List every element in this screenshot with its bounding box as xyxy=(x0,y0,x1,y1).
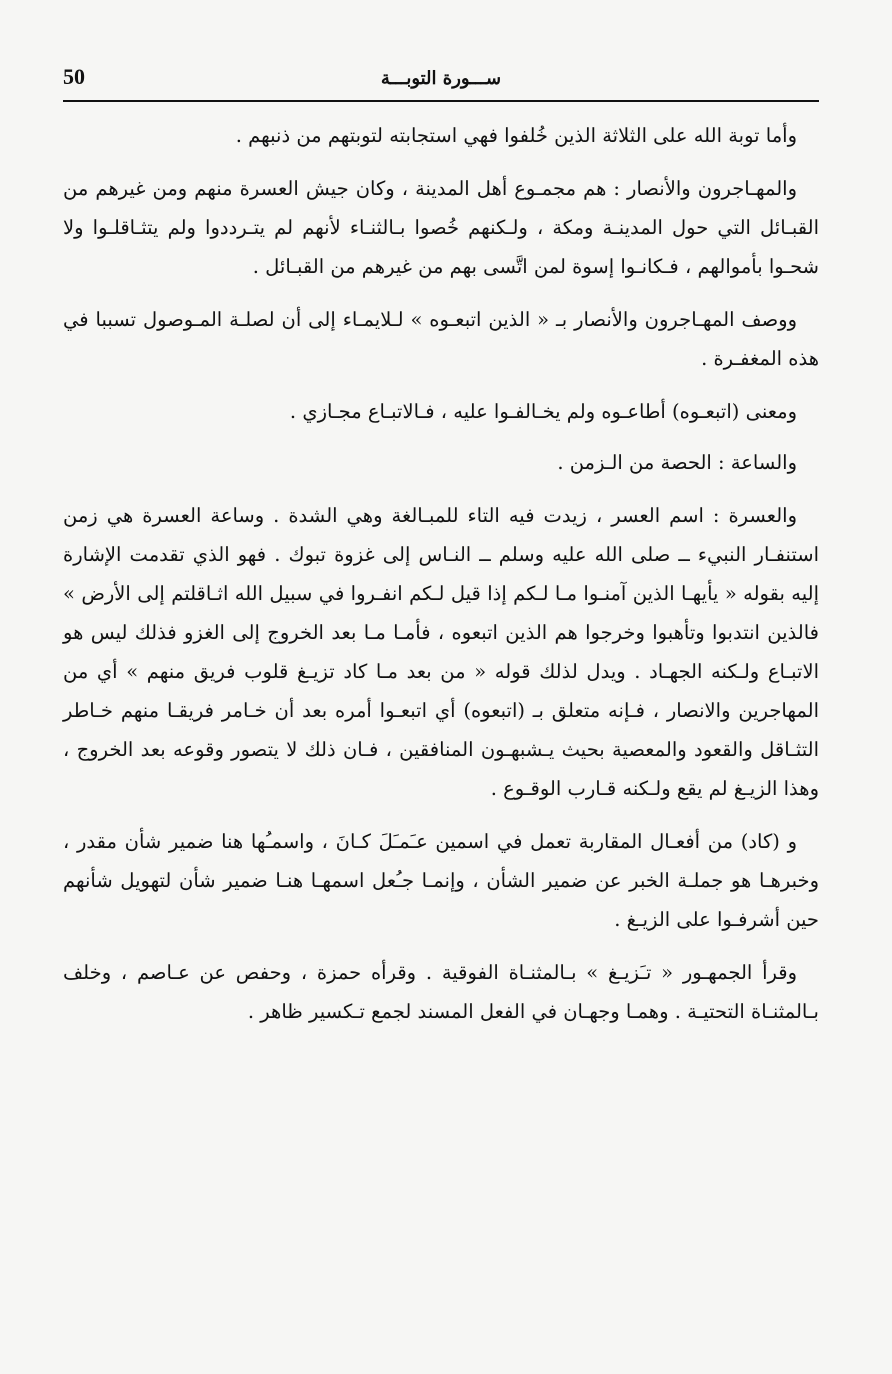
paragraph-muhajirun-ansar: والمهـاجرون والأنصار : هم مجمـوع أهل المدينة ، وكان جيش العسرة منهم ومن غيرهم من القبـائل التي حول المدينـة ومكة ، ولـكنهم خُصوا بـالثنـاء لأنهم لم يتـرددوا ولم يتثـاقلـوا ولا شحـوا بأموالهم ، فـكانـوا إسوة لمن اتَّسى بهم من غيرهم من القبـائل . xyxy=(63,177,819,278)
paragraph-hardship: والعسرة : اسم العسر ، زيدت فيه التاء للمبـالغة وهي الشدة . وساعة العسرة هي زمن استنفـار النبيء ــ صلى الله عليه وسلم ــ النـاس إلى غزوة تبوك . فهو الذي تقدمت الإشارة إليه بقوله « يأيهـا الذين آمنـوا مـا لـكم إذا قيل لـكم انفـروا في سبيل الله اثـاقلتم إلى الأرض » فالذين انتدبوا وتأهبوا وخرجوا هم الذين اتبعوه ، فأمـا مـا بعد الخروج إلى الغزو فذلك ليس هو الاتبـاع ولـكنه الجهـاد . ويدل لذلك قوله « من بعد مـا كاد تزيـغ قلوب فريق منهم » أي من المهاجرين والانصار ، فـإنه متعلق بـ (اتبعوه) أي اتبعـوا أمره بعد أن خـامر فريقـا منهم خـاطر التثـاقل والقعود والمعصية بحيث يـشبهـون المنافقين ، فـان ذلك لا يتصور وقوعه بعد الخروج ، وهذا الزيـغ لم يقع ولـكنه قـارب الوقـوع . xyxy=(63,504,819,800)
paragraph-reading: وقرأ الجمهـور « تـَزيـغ » بـالمثنـاة الفوقية . وقرأه حمزة ، وحفص عن عـاصم ، وخلف بـالمثنـاة التحتيـة . وهمـا وجهـان في الفعل المسند لجمع تـكسير ظاهر . xyxy=(63,961,819,1023)
page-header xyxy=(63,60,819,102)
page-number: 50 xyxy=(63,64,85,89)
paragraph-kada: و (كاد) من أفعـال المقاربة تعمل في اسمين عـَمـَلَ كـانَ ، واسمـُها هنا ضمير شأن مقدر ، وخبرهـا هو جملـة الخبر عن ضمير الشأن ، وإنمـا جـُعل اسمهـا هنـا ضمير شأن لتهويل شأنهم حين أشرفـوا على الزيـغ . xyxy=(63,830,819,931)
paragraph-repentance: وأما توبة الله على الثلاثة الذين خُلفوا فهي استجابته لتوبتهم من ذنبهم . xyxy=(235,124,797,147)
body-text xyxy=(63,116,819,1045)
paragraph-hour: والساعة : الحصة من الـزمن . xyxy=(557,451,797,474)
paragraph-description: ووصف المهـاجرون والأنصار بـ « الذين اتبعـوه » لـلايمـاء إلى أن لصلـة المـوصول تسببا في هذه المغفـرة . xyxy=(63,308,819,370)
running-title: ســـورة التوبـــة xyxy=(380,68,502,89)
paragraph-followed-meaning: ومعنى (اتبعـوه) أطاعـوه ولم يخـالفـوا عليه ، فـالاتبـاع مجـازي . xyxy=(289,400,797,423)
